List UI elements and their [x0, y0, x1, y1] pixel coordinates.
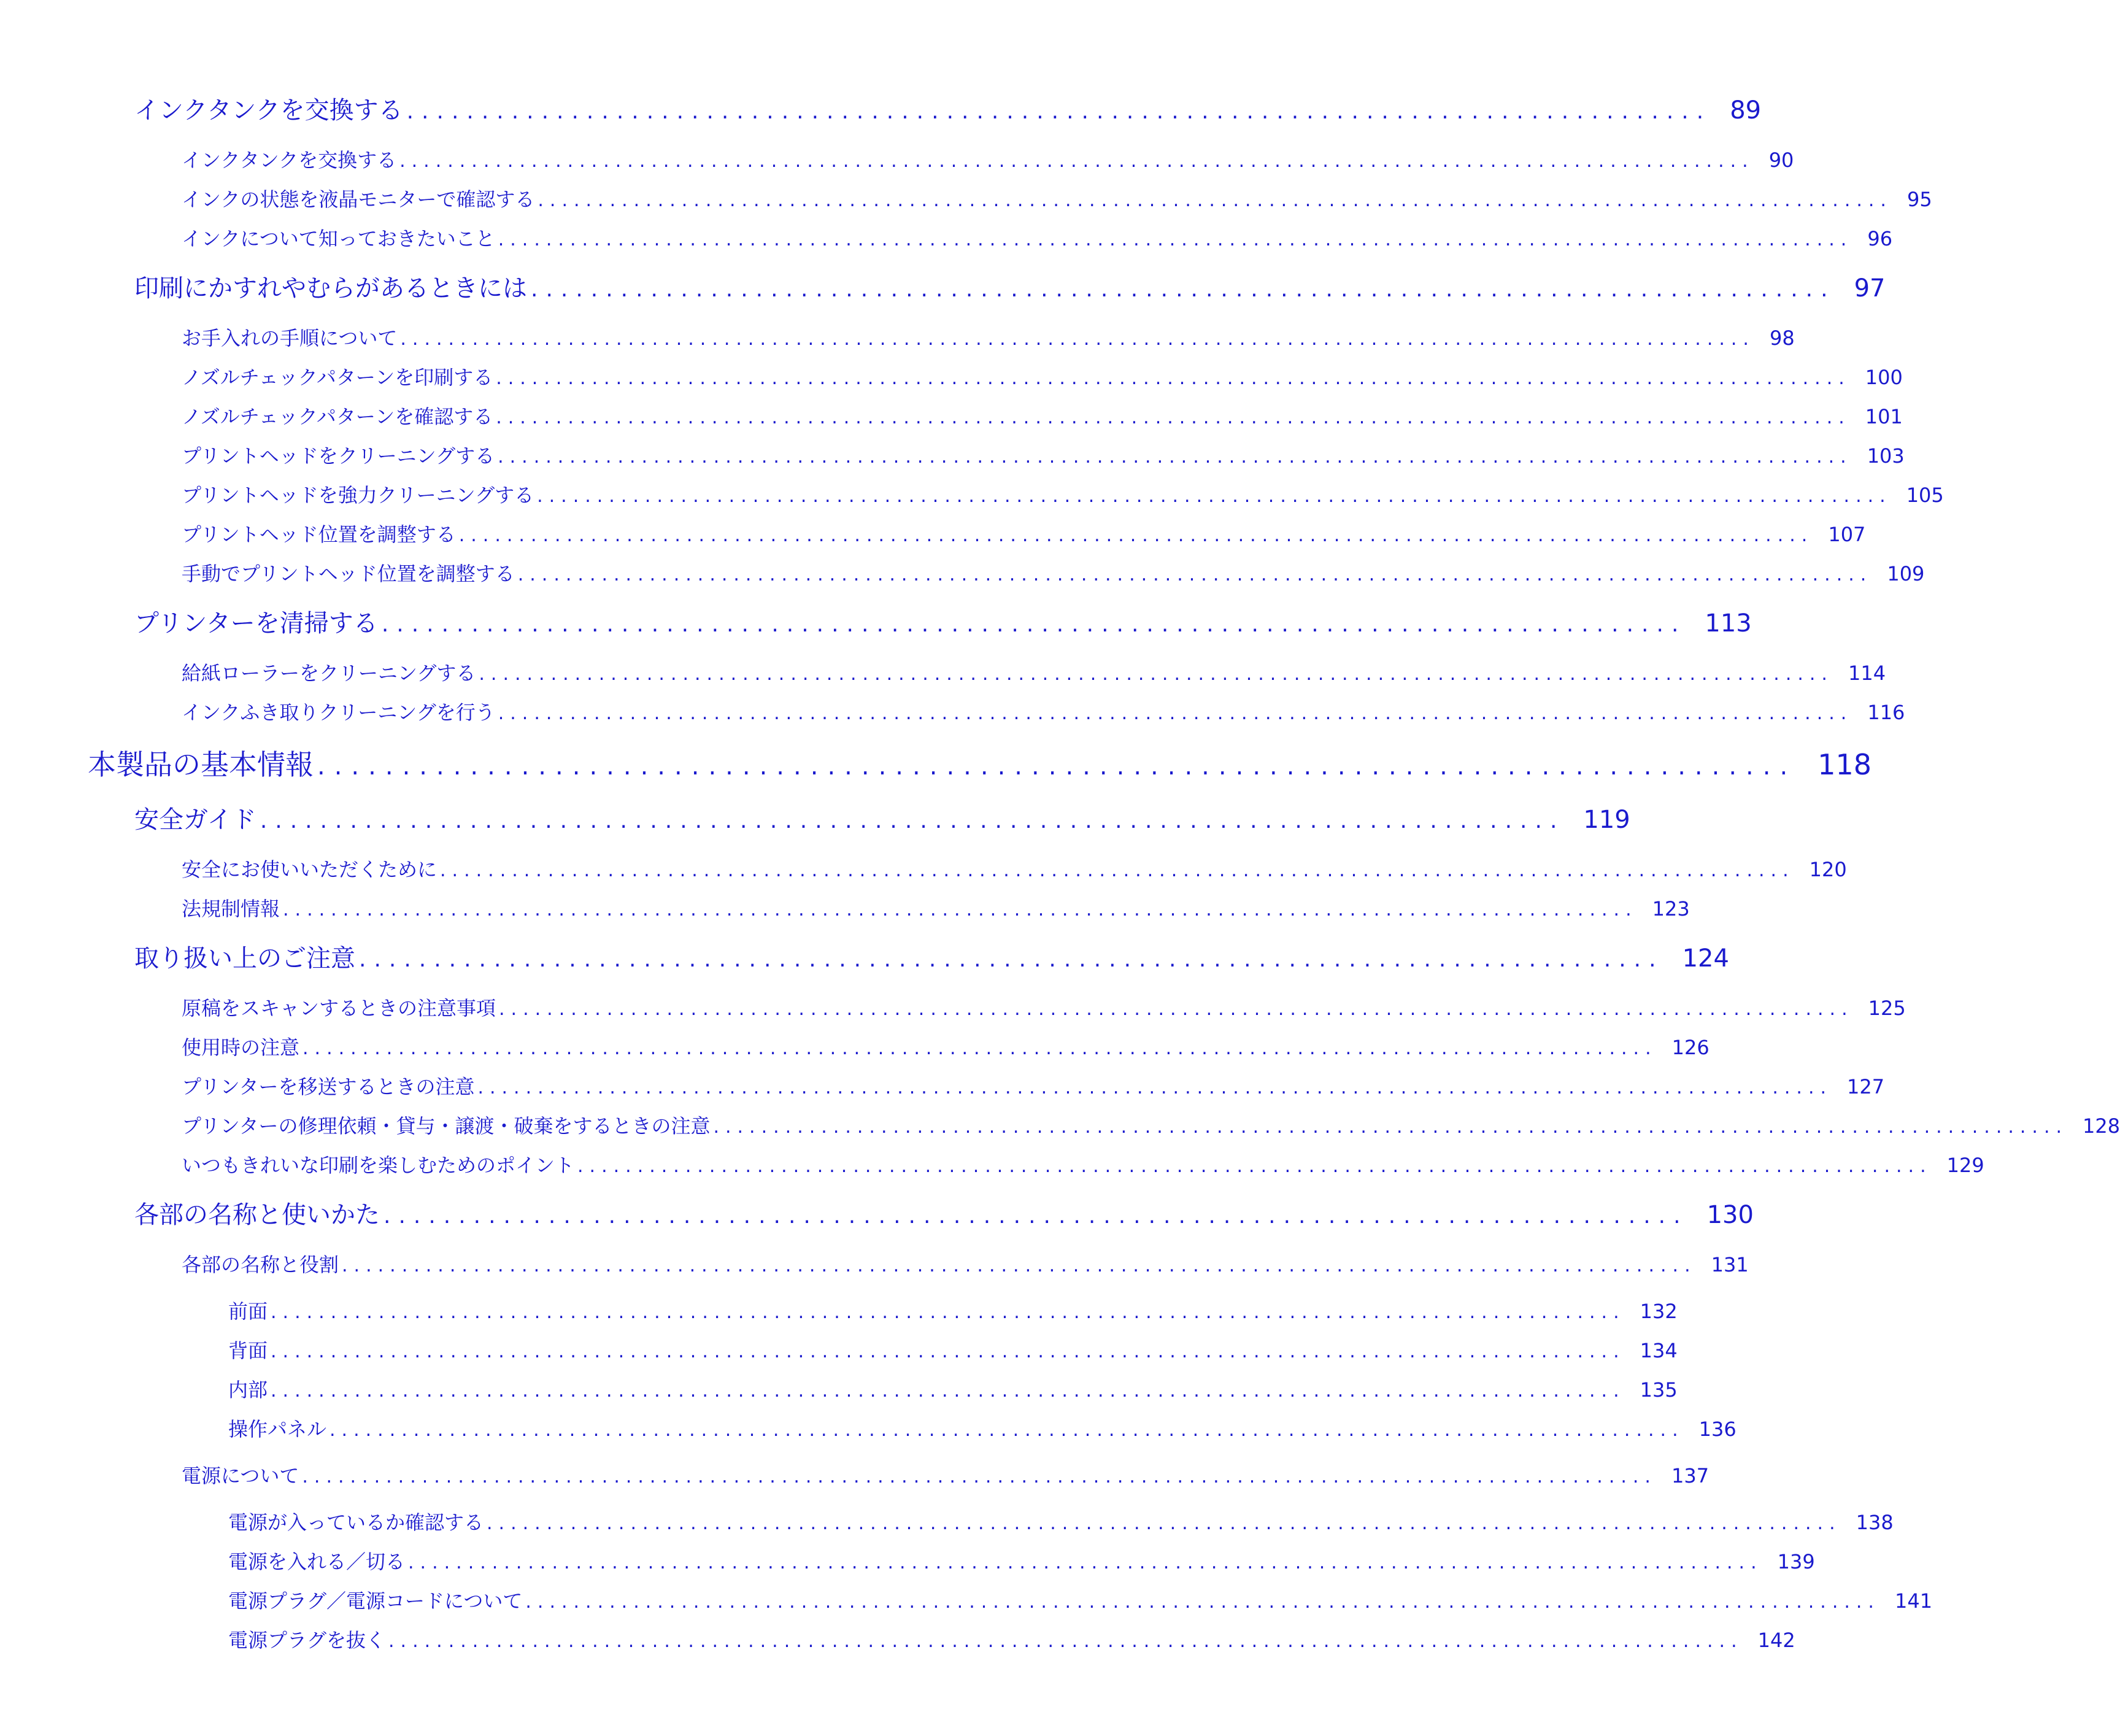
toc-entry[interactable]: [182, 1460, 1709, 1489]
toc-entry-page: 101: [1865, 405, 1903, 428]
dot-leader: .................................................................................................................: [498, 703, 1853, 724]
dot-leader: .................................................................................................................: [400, 328, 1755, 350]
toc-entry[interactable]: [182, 480, 1944, 508]
dot-leader: .................................................................................................................: [303, 1038, 1657, 1059]
toc-entry[interactable]: [182, 323, 1795, 351]
toc-entry-page: 123: [1652, 897, 1690, 920]
toc-entry-title: 印刷にかすれやむらがあるときには: [134, 274, 527, 303]
dot-leader: .................................................................................................................: [283, 899, 1638, 920]
dot-leader: .......................................................................................: [381, 612, 1687, 637]
toc-entry-page: 142: [1757, 1629, 1795, 1652]
toc-entry-title: インクの状態を液晶モニターで確認する: [182, 188, 535, 211]
toc-entry[interactable]: [134, 269, 1886, 304]
dot-leader: .................................................................................................................: [498, 446, 1852, 468]
toc-entry[interactable]: [182, 519, 1866, 547]
toc-entry-title: 取り扱い上のご注意: [134, 944, 355, 973]
toc-entry-page: 96: [1867, 227, 1893, 250]
toc-entry-title: 使用時の注意: [182, 1036, 300, 1059]
toc-entry[interactable]: [228, 1625, 1795, 1653]
dot-leader: .................................................................................................................: [388, 1630, 1743, 1652]
toc-entry-page: 136: [1698, 1418, 1736, 1441]
dot-leader: .................................................................................................................: [538, 190, 1892, 211]
toc-entry-title: 内部: [228, 1378, 268, 1402]
toc-entry-title: プリントヘッドをクリーニングする: [182, 444, 495, 468]
toc-entry-page: 105: [1906, 484, 1944, 507]
toc-entry-page: 135: [1640, 1378, 1678, 1402]
toc-entry[interactable]: [182, 658, 1886, 686]
toc-entry-title: プリンターの修理依頼・貸与・譲渡・破棄をするときの注意: [182, 1114, 711, 1138]
toc-entry-title: 安全にお使いいただくために: [182, 858, 437, 881]
toc-entry-title: 電源プラグ／電源コードについて: [228, 1589, 523, 1613]
dot-leader: .................................................................................................................: [271, 1380, 1625, 1402]
toc-entry-page: 109: [1887, 562, 1925, 585]
toc-entry-page: 127: [1847, 1075, 1885, 1098]
dot-leader: .................................................................................................................: [302, 1466, 1657, 1487]
toc-entry-page: 114: [1848, 662, 1886, 685]
toc-entry-title: 各部の名称と役割: [182, 1253, 339, 1276]
dot-leader: .................................................................................................................: [525, 1591, 1880, 1613]
toc-entry-page: 139: [1777, 1550, 1815, 1573]
toc-entry-title: 電源が入っているか確認する: [228, 1511, 484, 1534]
toc-entry[interactable]: [228, 1375, 1678, 1403]
toc-entry-page: 138: [1856, 1511, 1894, 1534]
dot-leader: .................................................................................................................: [477, 1077, 1833, 1098]
dot-leader: .......................................................................................: [260, 808, 1565, 833]
toc-entry-title: お手入れの手順について: [182, 326, 398, 350]
dot-leader: .................................................................................................................: [271, 1302, 1625, 1323]
toc-entry-page: 134: [1640, 1339, 1678, 1362]
toc-entry[interactable]: [182, 993, 1906, 1021]
toc-entry-page: 137: [1671, 1464, 1709, 1487]
toc-entry-page: 100: [1865, 366, 1903, 389]
toc-entry-title: 各部の名称と使いかた: [134, 1201, 380, 1229]
toc-entry-title: いつもきれいな印刷を楽しむためのポイント: [182, 1154, 575, 1177]
toc-entry[interactable]: [182, 362, 1903, 390]
toc-entry-page: 97: [1854, 274, 1886, 303]
toc-entry-page: 107: [1828, 523, 1866, 546]
toc-entry[interactable]: [182, 223, 1893, 252]
dot-leader: .................................................................................................................: [479, 663, 1833, 685]
toc-entry[interactable]: [134, 939, 1729, 974]
toc-entry-title: 原稿をスキャンするときの注意事項: [182, 997, 496, 1020]
toc-entry[interactable]: [182, 401, 1903, 430]
toc-entry-page: 132: [1640, 1300, 1678, 1323]
toc-entry-page: 131: [1711, 1253, 1749, 1276]
toc-entry[interactable]: [182, 145, 1794, 173]
dot-leader: .......................................................................................: [359, 947, 1664, 972]
toc-entry[interactable]: [228, 1414, 1736, 1442]
toc-entry-page: 141: [1894, 1589, 1933, 1613]
toc-entry[interactable]: [182, 1249, 1749, 1278]
toc-chapter[interactable]: [88, 743, 1872, 783]
toc-entry[interactable]: [228, 1546, 1815, 1575]
toc-entry-title: 法規制情報: [182, 897, 280, 920]
toc-entry-title: 電源について: [182, 1464, 299, 1487]
dot-leader: .................................................................................................................: [577, 1155, 1932, 1177]
toc-entry-title: インクについて知っておきたいこと: [182, 227, 495, 250]
dot-leader: .................................................................................................................: [440, 860, 1795, 881]
toc-entry-title: 操作パネル: [228, 1418, 327, 1441]
toc-entry[interactable]: [182, 184, 1932, 212]
toc-entry[interactable]: [182, 441, 1905, 469]
toc-entry-title: ノズルチェックパターンを印刷する: [182, 366, 493, 389]
toc-entry[interactable]: [182, 854, 1847, 882]
dot-leader: .................................................................................................................: [399, 150, 1754, 172]
toc-entry-page: 124: [1682, 944, 1729, 973]
toc-entry-title: プリントヘッドを強力クリーニングする: [182, 484, 534, 507]
toc-entry-page: 118: [1817, 748, 1872, 781]
toc-entry-page: 119: [1583, 806, 1630, 834]
toc-entry-title: ノズルチェックパターンを確認する: [182, 405, 493, 428]
toc-entry-title: 安全ガイド: [134, 806, 256, 834]
dot-leader: .......................................................................................: [531, 277, 1836, 302]
toc-entry-title: 給紙ローラーをクリーニングする: [182, 662, 476, 685]
toc-entry-page: 126: [1671, 1036, 1709, 1059]
toc-entry[interactable]: [182, 893, 1690, 922]
dot-leader: .................................................................................................................: [330, 1419, 1684, 1441]
dot-leader: .................................................................................................................: [499, 998, 1854, 1020]
toc-entry-title: 前面: [228, 1300, 268, 1323]
toc-entry-page: 98: [1769, 326, 1795, 350]
dot-leader: .................................................................................................................: [458, 525, 1814, 546]
dot-leader: .................................................................................................................: [498, 229, 1853, 250]
dot-leader: .................................................................................................................: [496, 368, 1851, 389]
toc-entry-title: プリンターを清掃する: [134, 609, 378, 638]
toc-entry-page: 90: [1768, 149, 1794, 172]
toc-entry[interactable]: [228, 1335, 1678, 1364]
toc-entry-page: 129: [1946, 1154, 1984, 1177]
dot-leader: .......................................................................................: [317, 752, 1797, 781]
toc-entry-page: 113: [1705, 609, 1752, 638]
toc-entry[interactable]: [182, 1111, 2120, 1139]
dot-leader: .................................................................................................................: [713, 1116, 2068, 1138]
toc-entry-page: 130: [1706, 1201, 1754, 1229]
toc-entry-title: インクふき取りクリーニングを行う: [182, 701, 495, 724]
toc-entry-page: 120: [1809, 858, 1847, 881]
dot-leader: .................................................................................................................: [271, 1341, 1625, 1362]
toc-entry[interactable]: [182, 697, 1905, 725]
toc-entry-title: インクタンクを交換する: [182, 149, 397, 172]
dot-leader: .................................................................................................................: [537, 485, 1892, 507]
toc-entry-title: 電源を入れる／切る: [228, 1550, 406, 1573]
dot-leader: .................................................................................................................: [496, 407, 1851, 428]
dot-leader: .................................................................................................................: [517, 564, 1873, 585]
toc-entry[interactable]: [228, 1296, 1678, 1324]
dot-leader: .................................................................................................................: [342, 1255, 1697, 1276]
toc-entry[interactable]: [228, 1507, 1894, 1535]
toc-entry[interactable]: [182, 1071, 1885, 1100]
dot-leader: .................................................................................................................: [408, 1552, 1763, 1573]
toc-entry-title: インクタンクを交換する: [134, 96, 403, 125]
toc-entry-title: 手動でプリントヘッド位置を調整する: [182, 562, 515, 585]
toc-entry-page: 95: [1906, 188, 1932, 211]
toc-entry-page: 125: [1868, 997, 1906, 1020]
toc-entry[interactable]: [134, 604, 1752, 639]
toc-entry[interactable]: [182, 1150, 1984, 1178]
toc-entry-page: 128: [2083, 1114, 2120, 1138]
toc-entry-page: 103: [1867, 444, 1905, 468]
toc-chapter-title: 本製品の基本情報: [88, 748, 314, 781]
toc-entry[interactable]: [228, 1586, 1933, 1614]
toc-entry[interactable]: [134, 800, 1630, 835]
toc-entry[interactable]: [134, 91, 1762, 126]
toc-entry-title: プリントヘッド位置を調整する: [182, 523, 456, 546]
toc-entry-title: 電源プラグを抜く: [228, 1629, 386, 1652]
dot-leader: .......................................................................................: [406, 99, 1712, 124]
toc-entry[interactable]: [134, 1195, 1754, 1230]
dot-leader: .................................................................................................................: [487, 1513, 1841, 1534]
toc-entry-title: プリンターを移送するときの注意: [182, 1075, 475, 1098]
toc-entry[interactable]: [182, 1032, 1709, 1060]
toc-entry[interactable]: [182, 558, 1925, 587]
toc-entry-page: 116: [1867, 701, 1905, 724]
dot-leader: .......................................................................................: [384, 1203, 1689, 1229]
toc-entry-page: 89: [1730, 96, 1762, 125]
toc-entry-title: 背面: [228, 1339, 268, 1362]
